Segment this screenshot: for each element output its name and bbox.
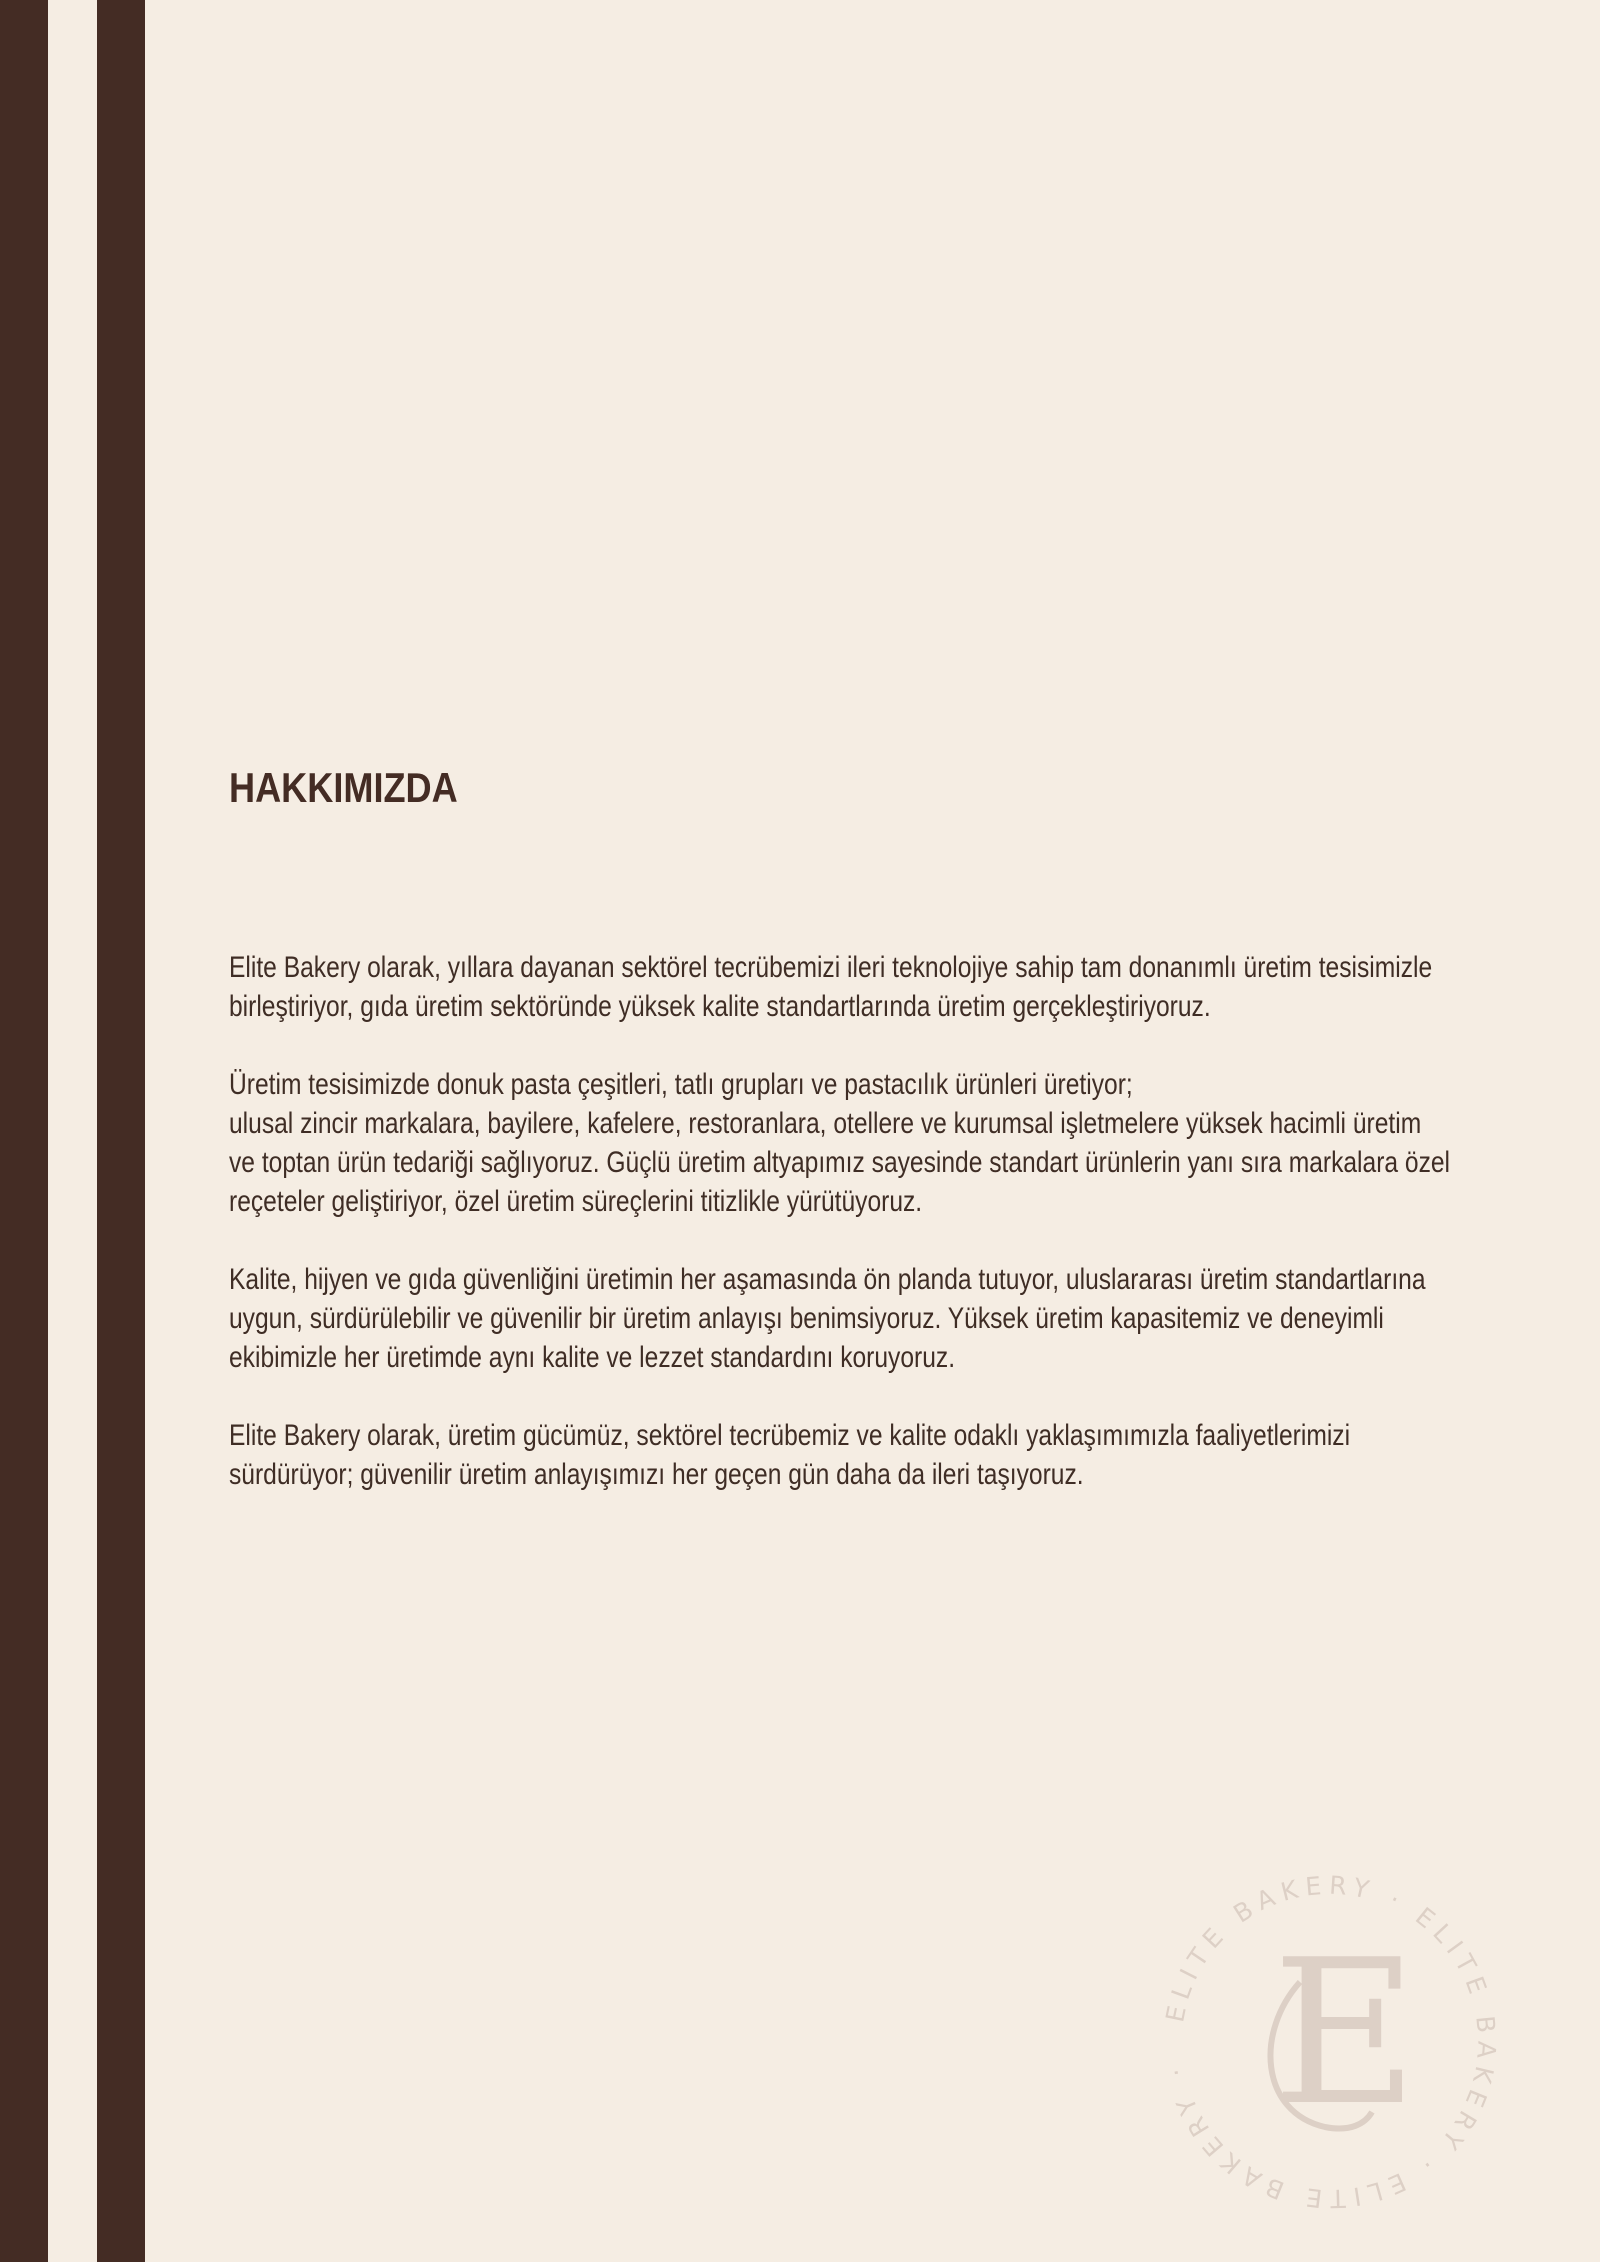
seal-monogram <box>1270 1917 1418 2150</box>
left-stripe-outer <box>0 0 48 2262</box>
text-line: Üretim tesisimizde donuk pasta çeşitleri, tatlı grupları ve pastacılık ürünleri üretiyor; <box>229 1068 1133 1101</box>
svg-text:E: E <box>1272 1917 1418 2150</box>
paragraph <box>229 948 1529 1026</box>
left-stripe-inner <box>97 0 145 2262</box>
text-line: reçeteler geliştiriyor, özel üretim süreçlerini titizlikle yürütüyoruz. <box>229 1185 923 1218</box>
paragraph <box>229 1260 1529 1377</box>
text-line: Elite Bakery olarak, üretim gücümüz, sektörel tecrübemiz ve kalite odaklı yaklaşımımızla faaliyetlerimizi <box>229 1419 1351 1452</box>
body-text <box>229 948 1529 1494</box>
text-line: ekibimizle her üretimde aynı kalite ve lezzet standardını koruyoruz. <box>229 1341 956 1374</box>
text-line: Elite Bakery olarak, yıllara dayanan sektörel tecrübemizi ileri teknolojiye sahip tam donanımlı üretim tesisimizle <box>229 951 1433 984</box>
text-line: Kalite, hijyen ve gıda güvenliğini üretimin her aşamasında ön planda tutuyor, uluslararası üretim standartlarına <box>229 1263 1426 1296</box>
page-title: HAKKIMIZDA <box>229 764 458 811</box>
about-section <box>229 758 1529 1533</box>
text-line: birleştiriyor, gıda üretim sektöründe yüksek kalite standartlarında üretim gerçekleştiriyoruz. <box>229 990 1211 1023</box>
paragraph <box>229 1065 1529 1221</box>
paragraph <box>229 1416 1529 1494</box>
text-line: ve toptan ürün tedariği sağlıyoruz. Güçlü üretim altyapımız sayesinde standart ürünlerin yanı sıra markalara özel <box>229 1146 1451 1179</box>
text-line: ulusal zincir markalara, bayilere, kafelere, restoranlara, otellere ve kurumsal işletmelere yüksek hacimli üretim <box>229 1107 1422 1140</box>
elite-bakery-seal-logo <box>1150 1862 1510 2222</box>
text-line: uygun, sürdürülebilir ve güvenilir bir üretim anlayışı benimsiyoruz. Yüksek üretim kapasitemiz ve deneyimli <box>229 1302 1384 1335</box>
seal-ring-text: ELITE BAKERY · ELITE BAKERY · ELITE BAKERY · <box>1160 1870 1502 2214</box>
text-line: sürdürüyor; güvenilir üretim anlayışımızı her geçen gün daha da ileri taşıyoruz. <box>229 1458 1084 1491</box>
